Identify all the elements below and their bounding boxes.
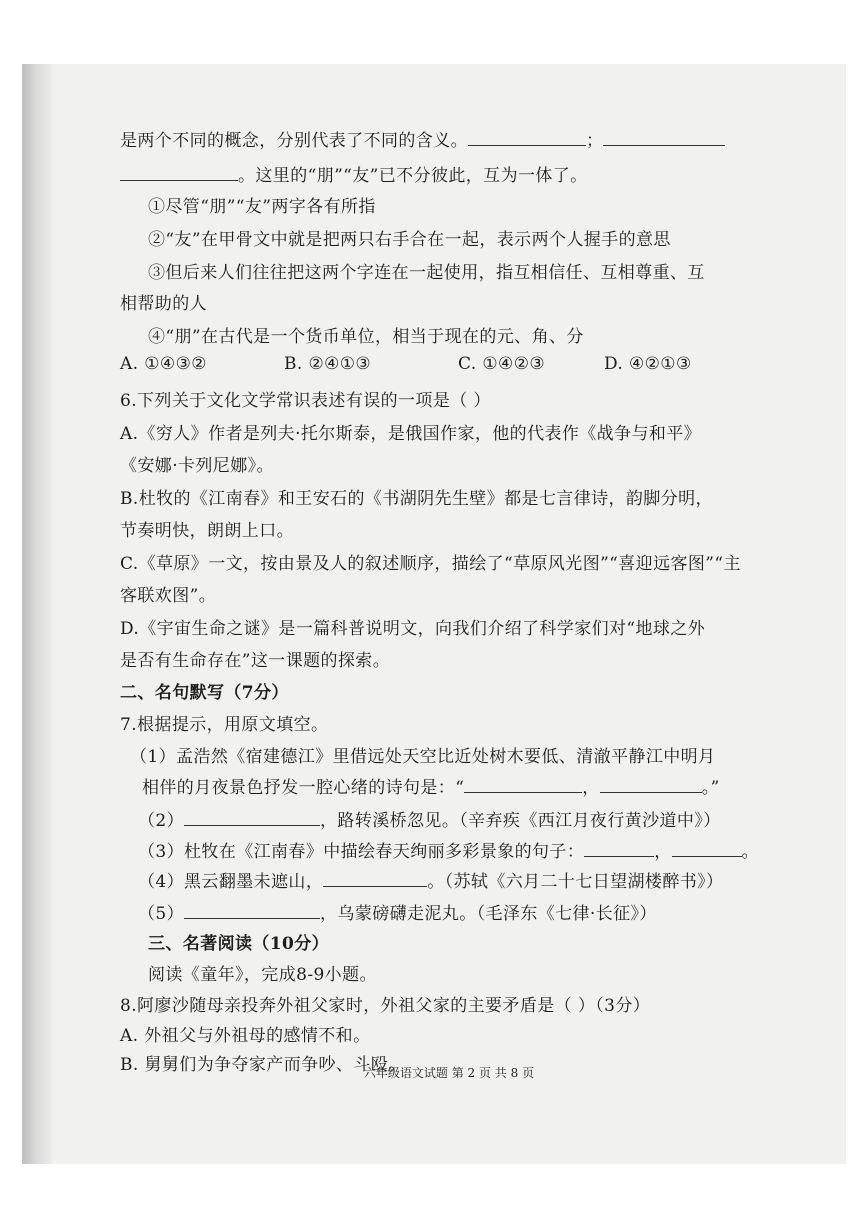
- reading-prompt: 阅读《童年》，完成8-9小题。: [148, 965, 377, 985]
- question-7: 7.根据提示，用原文填空。: [120, 715, 329, 735]
- section-heading: 二、名句默写（7分）: [120, 683, 289, 703]
- option-item: ①尽管“朋”“友”两字各有所指: [148, 197, 376, 217]
- answer-blank[interactable]: [120, 166, 238, 181]
- page-footer: 六年级语文试题 第 2 页 共 8 页: [363, 1066, 535, 1080]
- sub-question: 相伴的月夜景色抒发一腔心绪的诗句是：“ ， 。”: [142, 778, 720, 798]
- choice-d[interactable]: D. ④②①③: [604, 354, 692, 374]
- choice-b[interactable]: B. ②④①③: [284, 354, 372, 374]
- option-item: ②“友”在甲骨文中就是把两只右手合在一起，表示两个人握手的意思: [148, 230, 671, 250]
- sub-question: （2） ，路转溪桥忽见。（辛弃疾《西江月夜行黄沙道中》）: [138, 811, 721, 831]
- text-line: 。这里的“朋”“友”已不分彼此，互为一体了。: [120, 161, 588, 186]
- question-8: 8.阿廖沙随母亲投奔外祖父家时，外祖父家的主要矛盾是（ ）（3分）: [120, 996, 651, 1016]
- option-item: ④“朋”在古代是一个货币单位，相当于现在的元、角、分: [148, 327, 584, 347]
- choice-b[interactable]: B.杜牧的《江南春》和王安石的《书湖阴先生壁》都是七言律诗，韵脚分明，: [120, 489, 713, 509]
- choice-d[interactable]: D.《宇宙生命之谜》是一篇科普说明文，向我们介绍了科学家们对“地球之外: [120, 619, 706, 639]
- answer-blank[interactable]: [468, 131, 586, 146]
- choice-b[interactable]: B. 舅舅们为争夺家产而争吵、斗殴。: [120, 1055, 406, 1075]
- exam-page: [52, 64, 846, 1164]
- choice-c[interactable]: C. ①④②③: [458, 354, 545, 374]
- answer-blank[interactable]: [184, 904, 320, 919]
- answer-blank[interactable]: [672, 842, 742, 857]
- choice-a[interactable]: A. 外祖父与外祖母的感情不和。: [120, 1026, 371, 1046]
- sub-question: （1）孟浩然《宿建德江》里借远处天空比近处树木要低、清澈平静江中明月: [130, 747, 716, 767]
- option-item: 相帮助的人: [120, 294, 207, 314]
- sub-question: （3）杜牧在《江南春》中描绘春天绚丽多彩景象的句子： ， 。: [138, 842, 760, 862]
- answer-blank[interactable]: [184, 811, 320, 826]
- choice-c[interactable]: C.《草原》一文，按由景及人的叙述顺序，描绘了“草原风光图”“喜迎远客图”“主: [120, 554, 741, 574]
- option-item: ③但后来人们往往把这两个字连在一起使用，指互相信任、互相尊重、互: [148, 263, 705, 283]
- document-photo: [22, 64, 846, 1164]
- answer-blank[interactable]: [600, 778, 702, 793]
- choice-a[interactable]: A. ①④③②: [120, 354, 207, 374]
- text-line: 是两个不同的概念，分别代表了不同的含义。 ；: [120, 126, 725, 151]
- section-heading: 三、名著阅读（10分）: [148, 934, 330, 954]
- choice-c-cont: 客联欢图”。: [120, 586, 217, 606]
- sub-question: （4）黑云翻墨未遮山， 。（苏轼《六月二十七日望湖楼醉书》）: [138, 872, 724, 892]
- answer-blank[interactable]: [323, 872, 427, 887]
- answer-blank[interactable]: [603, 131, 725, 146]
- choice-d-cont: 是否有生命存在”这一课题的探索。: [120, 651, 391, 671]
- choice-a[interactable]: A.《穷人》作者是列夫·托尔斯泰，是俄国作家，他的代表作《战争与和平》: [120, 424, 702, 444]
- choice-b-cont: 节奏明快，朗朗上口。: [120, 521, 294, 541]
- answer-blank[interactable]: [464, 778, 582, 793]
- answer-blank[interactable]: [584, 842, 654, 857]
- choice-a-cont: 《安娜·卡列尼娜》。: [120, 456, 274, 476]
- question-6: 6.下列关于文化文学常识表述有误的一项是（ ）: [120, 391, 491, 411]
- sub-question: （5） ，乌蒙磅礴走泥丸。（毛泽东《七律·长征》）: [138, 904, 657, 924]
